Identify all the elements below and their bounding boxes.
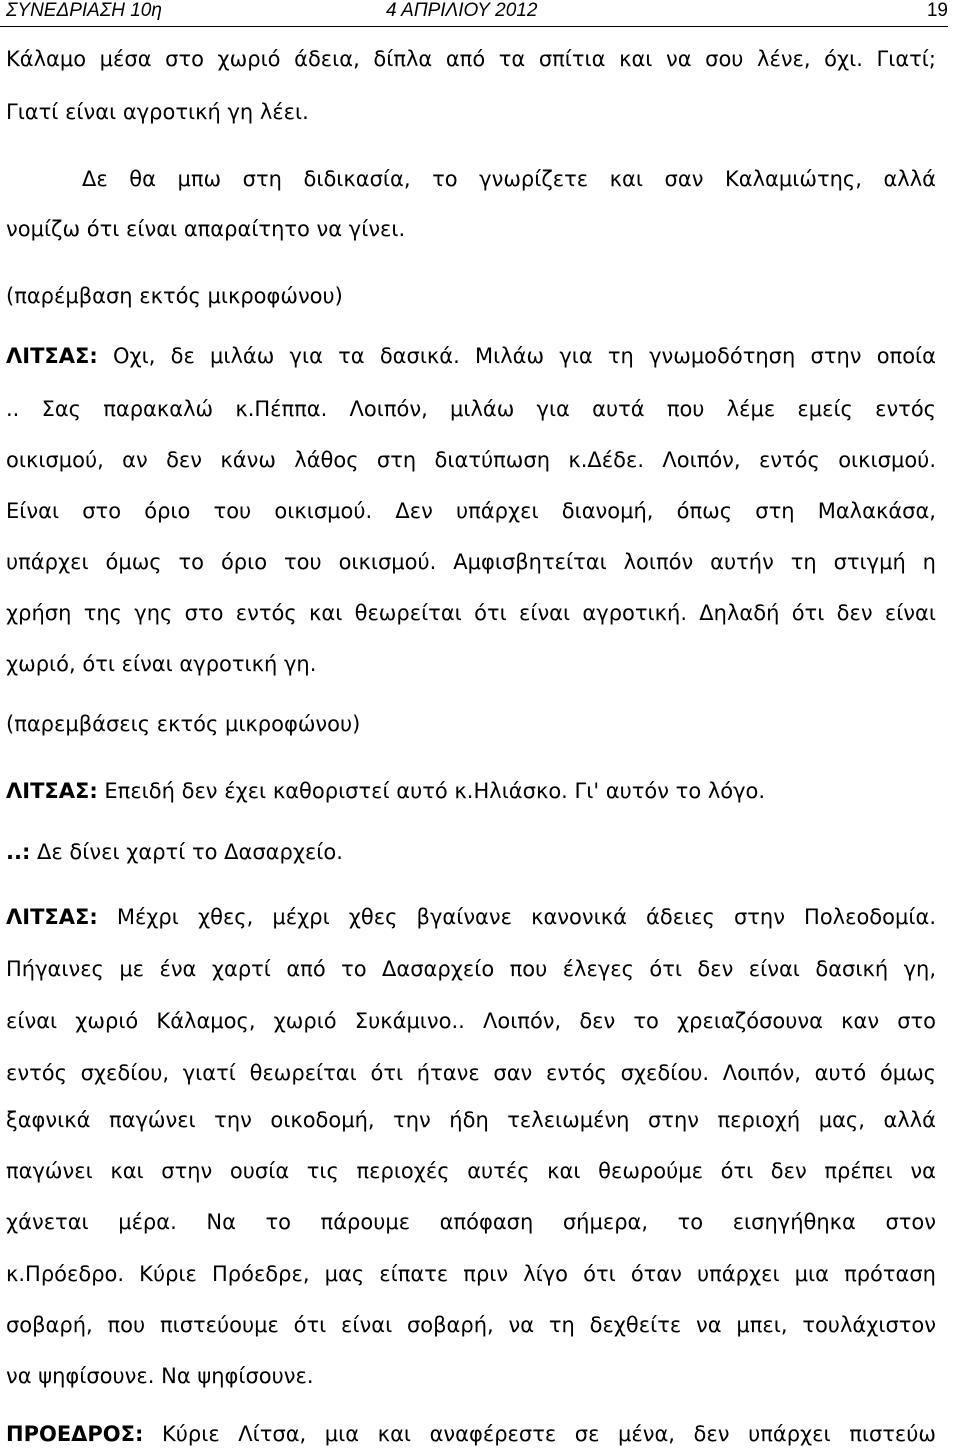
text-line: Είναι στο όριο του οικισμού. Δεν υπάρχει διανομή, όπως στη Μαλακάσα, <box>6 499 936 523</box>
speaker-line: ΛΙΤΣΑΣ: Μέχρι χθες, μέχρι χθες βγαίνανε κανονικά άδειες στην Πολεοδομία. <box>6 905 936 929</box>
speaker-name: ΛΙΤΣΑΣ: <box>6 905 98 929</box>
speaker-name: ΛΙΤΣΑΣ: <box>6 344 98 368</box>
text-line: χάνεται μέρα. Να το πάρουμε απόφαση σήμερα, το εισηγήθηκα στον <box>6 1210 936 1234</box>
text-line: να ψηφίσουνε. Να ψηφίσουνε. <box>6 1364 314 1388</box>
text-line: σοβαρή, που πιστεύουμε ότι είναι σοβαρή, να τη δεχθείτε να μπει, τουλάχιστον <box>6 1313 936 1337</box>
text-line: υπάρχει όμως το όριο του οικισμού. Αμφισβητείται λοιπόν αυτήν τη στιγμή η <box>6 550 936 574</box>
text-line: εντός σχεδίου, γιατί θεωρείται ότι ήτανε σαν εντός σχεδίου. Λοιπόν, αυτό όμως <box>6 1061 936 1085</box>
text-line: κ.Πρόεδρο. Κύριε Πρόεδρε, μας είπατε πριν λίγο ότι όταν υπάρχει μια πρόταση <box>6 1262 936 1286</box>
speaker-name: ..: <box>6 840 31 864</box>
text-line: Δε θα μπω στη διδικασία, το γνωρίζετε και σαν Καλαμιώτης, αλλά <box>82 167 936 191</box>
text-line: ξαφνικά παγώνει την οικοδομή, την ήδη τελειωμένη στην περιοχή μας, αλλά <box>6 1108 936 1132</box>
speaker-line: ..: Δε δίνει χαρτί το Δασαρχείο. <box>6 840 343 864</box>
speaker-line: ΛΙΤΣΑΣ: Επειδή δεν έχει καθοριστεί αυτό κ.Ηλιάσκο. Γι' αυτόν το λόγο. <box>6 779 766 803</box>
speaker-name: ΠΡΟΕΔΡΟΣ: <box>6 1422 144 1446</box>
text-line: είναι χωριό Κάλαμος, χωριό Συκάμινο.. Λοιπόν, δεν το χρειαζόσουνα καν στο <box>6 1009 936 1033</box>
page-header <box>0 0 948 27</box>
text-line: χωριό, ότι είναι αγροτική γη. <box>6 652 317 676</box>
page-number: 19 <box>926 0 948 21</box>
text-line: νομίζω ότι είναι απαραίτητο να γίνει. <box>6 217 406 241</box>
text-line: χρήση της γης στο εντός και θεωρείται ότι είναι αγροτική. Δηλαδή ότι δεν είναι <box>6 601 936 625</box>
interjection-note: (παρεμβάσεις εκτός μικροφώνου) <box>6 712 361 736</box>
text-line: .. Σας παρακαλώ κ.Πέππα. Λοιπόν, μιλάω για αυτά που λέμε εμείς εντός <box>6 397 936 421</box>
speaker-name: ΛΙΤΣΑΣ: <box>6 779 98 803</box>
interjection-note: (παρέμβαση εκτός μικροφώνου) <box>6 284 343 308</box>
text-line: Κάλαμο μέσα στο χωριό άδεια, δίπλα από τα σπίτια και να σου λένε, όχι. Γιατί; <box>6 47 936 71</box>
text-line: παγώνει και στην ουσία τις περιοχές αυτές και θεωρούμε ότι δεν πρέπει να <box>6 1159 936 1183</box>
speaker-line: ΛΙΤΣΑΣ: Οχι, δε μιλάω για τα δασικά. Μιλάω για τη γνωμοδότηση στην οποία <box>6 344 936 368</box>
session-title: ΣΥΝΕΔΡΙΑΣΗ 10η <box>6 0 162 21</box>
speaker-line: ΠΡΟΕΔΡΟΣ: Κύριε Λίτσα, μια και αναφέρεστε σε μένα, δεν υπάρχει πιστεύω <box>6 1422 936 1446</box>
text-line: Γιατί είναι αγροτική γη λέει. <box>6 100 309 124</box>
text-line: Πήγαινες με ένα χαρτί από το Δασαρχείο που έλεγες ότι δεν είναι δασική γη, <box>6 957 936 981</box>
text-line: οικισμού, αν δεν κάνω λάθος στη διατύπωση κ.Δέδε. Λοιπόν, εντός οικισμού. <box>6 448 936 472</box>
session-date: 4 ΑΠΡΙΛΙΟΥ 2012 <box>386 0 538 21</box>
